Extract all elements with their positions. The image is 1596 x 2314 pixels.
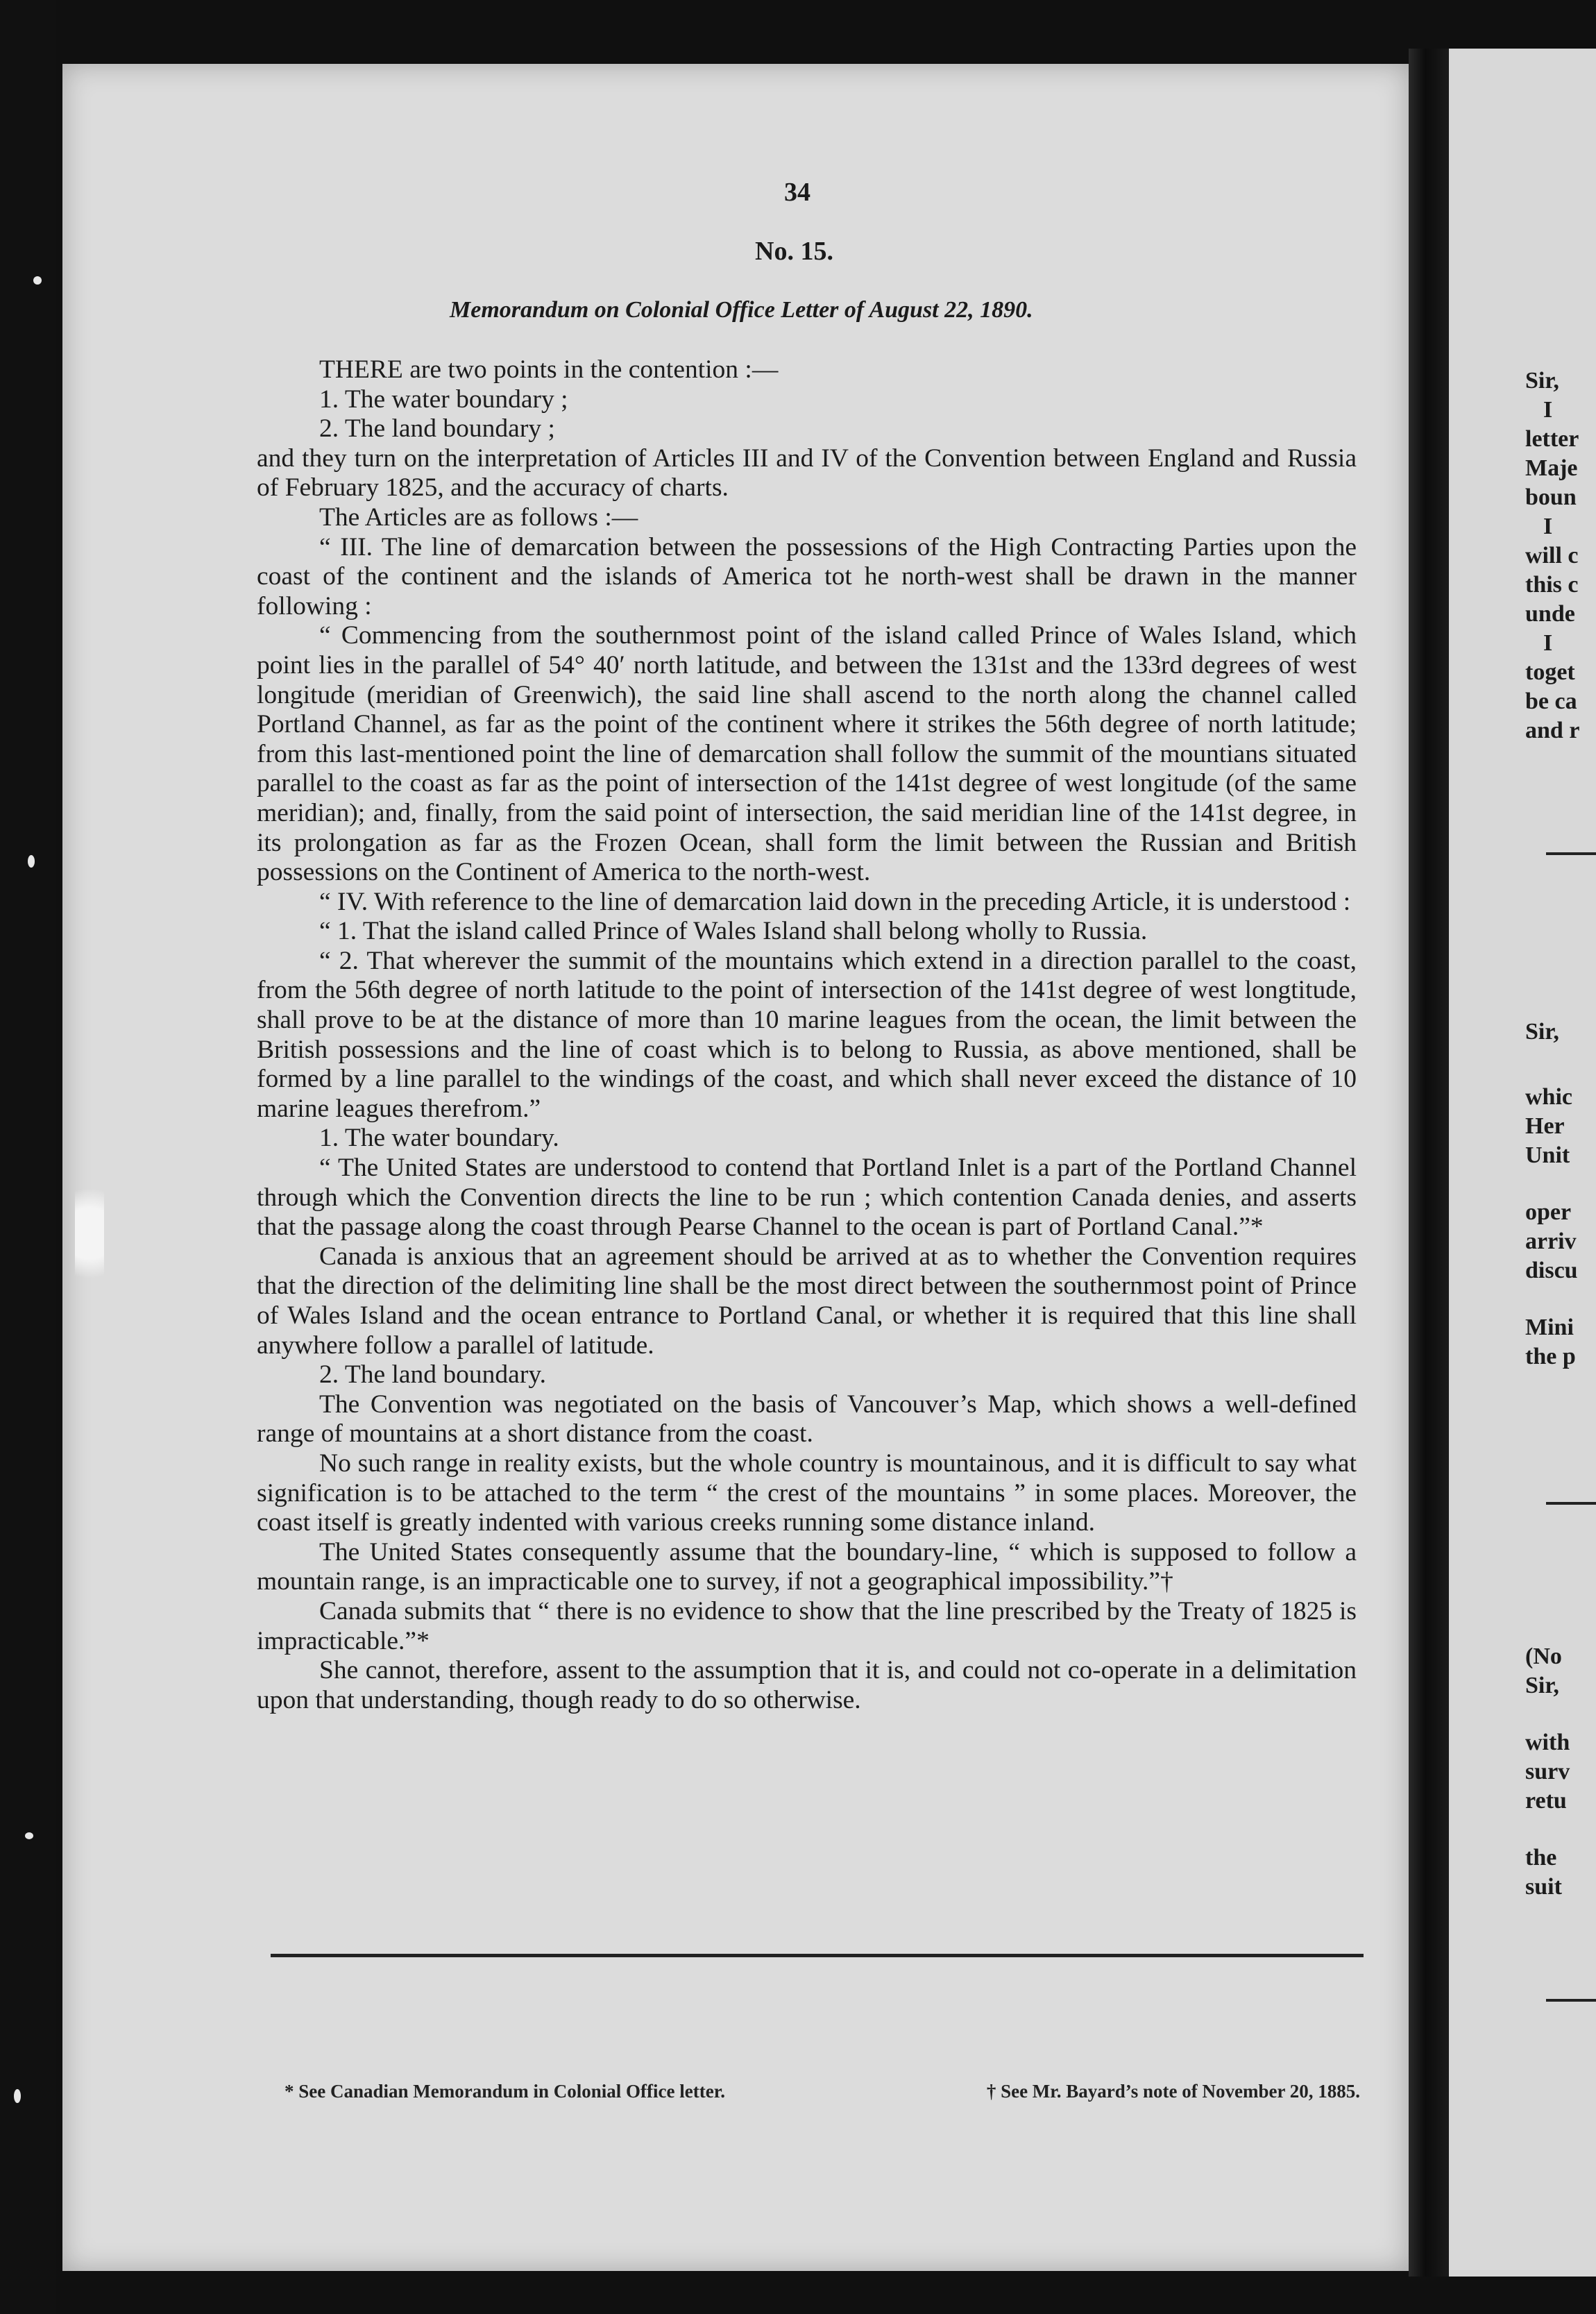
facing-page-fragment: and r bbox=[1525, 718, 1580, 743]
facing-page-fragment: Sir, bbox=[1525, 368, 1559, 394]
facing-page-fragment: the p bbox=[1525, 1344, 1576, 1369]
facing-page-edge bbox=[1449, 49, 1596, 2277]
paragraph: 2. The land boundary ; bbox=[319, 414, 555, 444]
facing-page-fragment: will c bbox=[1525, 543, 1579, 568]
body-text bbox=[257, 355, 1357, 1715]
facing-page-fragment: I bbox=[1543, 514, 1553, 539]
facing-page-rule bbox=[1546, 1999, 1596, 2002]
facing-page-fragment: whic bbox=[1525, 1084, 1572, 1110]
footnote: * See Canadian Memorandum in Colonial Office letter. bbox=[285, 2081, 725, 2102]
book-gutter bbox=[1409, 49, 1450, 2277]
closing-rule bbox=[271, 1954, 1364, 1957]
facing-page-fragment: arriv bbox=[1525, 1228, 1577, 1254]
document-title: Memorandum on Colonial Office Letter of August 22, 1890. bbox=[450, 297, 1033, 323]
scan-speck bbox=[28, 855, 35, 868]
facing-page-fragment: be ca bbox=[1525, 689, 1577, 714]
paragraph: 2. The land boundary. bbox=[319, 1360, 547, 1390]
facing-page-fragment: Maje bbox=[1525, 455, 1578, 481]
footnote: † See Mr. Bayard’s note of November 20, 1885. bbox=[986, 2081, 1360, 2102]
paragraph: “ III. The line of demarcation between the possessions of the High Contracting Parties upon the coast of the continent and the islands of America tot he north-west shall be drawn in the manner following : bbox=[257, 532, 1357, 620]
facing-page-fragment: toget bbox=[1525, 659, 1575, 685]
facing-page-fragment: I bbox=[1543, 397, 1553, 423]
facing-page-fragment: boun bbox=[1525, 484, 1577, 510]
paragraph: 1. The water boundary. bbox=[319, 1124, 559, 1153]
facing-page-fragment: retu bbox=[1525, 1788, 1567, 1814]
paragraph: “ Commencing from the southernmost point of the island called Prince of Wales Island, which point lies in the parallel of 54° 40′ north latitude, and between the 131st and the 133rd degrees of west longitude (meridian of Greenwich), the said line shall ascend to the north along the channel called Portland Channel, as far as the point of the continent where it strikes the 56th degree of north latitude; from this last-mentioned point the line of demarcation shall follow the summit of the mountians situated parallel to the coast as far as the point of intersection of the 141st degree of west longitude (of the same meridian); and, finally, from the said point of intersection, the said meridian line of the 141st degree, in its prolongation as far as the Frozen Ocean, shall form the limit between the Russian and British possessions on the Continent of America to the north-west. bbox=[257, 621, 1357, 887]
footnotes bbox=[285, 2081, 1360, 2102]
paper-blemish bbox=[75, 1171, 104, 1296]
facing-page-fragment: I bbox=[1543, 630, 1553, 656]
facing-page-fragment: Sir, bbox=[1525, 1673, 1559, 1698]
facing-page-fragment: (No bbox=[1525, 1644, 1562, 1669]
facing-page-fragment: oper bbox=[1525, 1199, 1572, 1225]
paragraph: No such range in reality exists, but the whole country is mountainous, and it is difficult to say what signification is to be attached to the term “ the crest of the mountains ” in some places. Moreover, the coast itself is greatly indented with various creeks running some distance inland. bbox=[257, 1449, 1357, 1537]
paragraph: Canada is anxious that an agreement should be arrived at as to whether the Convention requires that the direction of the delimiting line shall be the most direct between the southernmost point of Prince of Wales Island and the ocean entrance to Portland Canal, or whether it is required that this line shall anywhere follow a parallel of latitude. bbox=[257, 1242, 1357, 1360]
paragraph: “ 2. That wherever the summit of the mountains which extend in a direction parallel to the coast, from the 56th degree of north latitude to the point of intersection of the 141st degree of west longtitude, shall prove to be at the distance of more than 10 marine leagues from the ocean, the limit between the British possessions and the line of coast which is to belong to Russia, as above mentioned, shall be formed by a line parallel to the windings of the coast, and which shall never exceed the distance of 10 marine leagues therefrom.” bbox=[257, 946, 1357, 1123]
paragraph: The United States consequently assume that the boundary-line, “ which is supposed to follow a mountain range, is an impracticable one to survey, if not a geographical impossibility.”† bbox=[257, 1537, 1357, 1596]
paragraph: “ 1. That the island called Prince of Wales Island shall belong wholly to Russia. bbox=[319, 917, 1148, 946]
scan-speck bbox=[14, 2089, 21, 2103]
paragraph: “ The United States are understood to contend that Portland Inlet is a part of the Portland Channel through which the Convention directs the line to be run ; which contention Canada denies, and asserts that the passage along the coast through Pearse Channel to the ocean is part of Portland Canal.”* bbox=[257, 1154, 1357, 1242]
paragraph: THERE are two points in the contention :— bbox=[319, 355, 779, 384]
facing-page-fragment: letter bbox=[1525, 426, 1579, 452]
scan-speck bbox=[25, 1832, 33, 1839]
document-number: No. 15. bbox=[755, 237, 833, 266]
facing-page-fragment: suit bbox=[1525, 1874, 1562, 1900]
scan-speck bbox=[33, 276, 42, 285]
page-number: 34 bbox=[784, 178, 810, 207]
paragraph: “ IV. With reference to the line of demarcation laid down in the preceding Article, it is understood : bbox=[319, 887, 1351, 916]
facing-page-fragment: surv bbox=[1525, 1759, 1570, 1784]
facing-page-rule bbox=[1546, 1502, 1596, 1505]
facing-page-fragment: Unit bbox=[1525, 1142, 1570, 1168]
paragraph: Canada submits that “ there is no evidence to show that the line prescribed by the Treaty of 1825 is impracticable.”* bbox=[257, 1596, 1357, 1655]
paragraph: The Articles are as follows :— bbox=[319, 503, 638, 532]
facing-page-fragment: discu bbox=[1525, 1258, 1578, 1283]
facing-page-fragment: Her bbox=[1525, 1113, 1565, 1139]
facing-page-fragment: this c bbox=[1525, 572, 1579, 598]
facing-page-fragment: Mini bbox=[1525, 1315, 1574, 1340]
paragraph: The Convention was negotiated on the basis of Vancouver’s Map, which shows a well-defined range of mountains at a short distance from the coast. bbox=[257, 1390, 1357, 1449]
paragraph: and they turn on the interpretation of Articles III and IV of the Convention between England and Russia of February 1825, and the accuracy of charts. bbox=[257, 444, 1357, 503]
facing-page-fragment: unde bbox=[1525, 601, 1575, 627]
facing-page-fragment: Sir, bbox=[1525, 1019, 1559, 1045]
paragraph: 1. The water boundary ; bbox=[319, 385, 568, 414]
paragraph: She cannot, therefore, assent to the assumption that it is, and could not co-operate in a delimitation upon that understanding, though ready to do so otherwise. bbox=[257, 1656, 1357, 1714]
facing-page-fragment: the bbox=[1525, 1845, 1557, 1870]
facing-page-fragment: with bbox=[1525, 1730, 1570, 1755]
scan-left-margin bbox=[0, 0, 56, 2314]
facing-page-rule bbox=[1546, 852, 1596, 855]
